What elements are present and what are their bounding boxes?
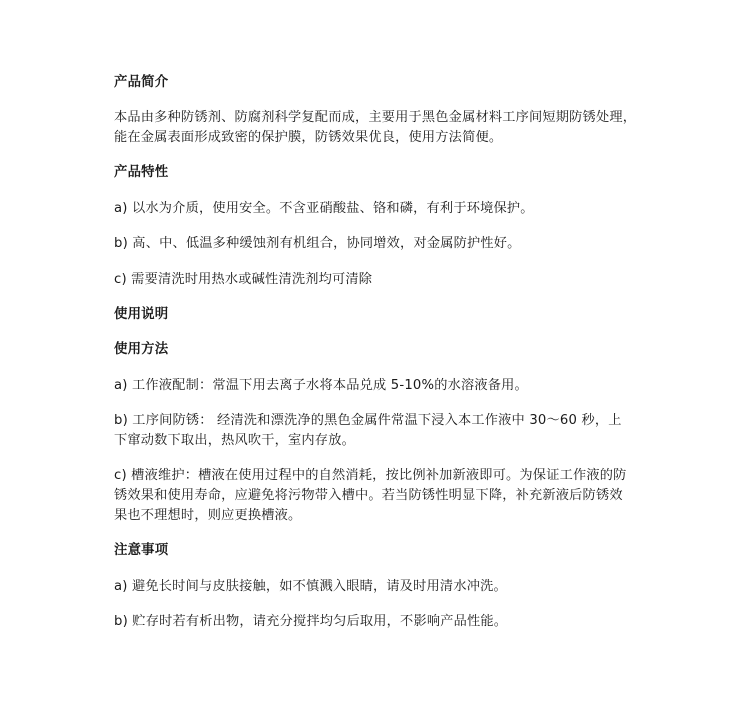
intro-heading: 产品简介	[114, 75, 169, 90]
method-item-b-line-2: 下窜动数下取出，热风吹干，室内存放。	[114, 433, 355, 448]
method-item-b-line-1: b) 工序间防锈： 经清洗和漂洗净的黑色金属件常温下浸入本工作液中 30～60 秒，上	[114, 413, 622, 428]
features-heading: 产品特性	[114, 165, 169, 180]
method-heading: 使用方法	[114, 342, 169, 357]
note-item-b: b) 贮存时若有析出物，请充分搅拌均匀后取用，不影响产品性能。	[114, 614, 508, 629]
feature-item-b: b) 高、中、低温多种缓蚀剂有机组合，协同增效，对金属防护性好。	[114, 236, 521, 251]
method-item-c-line-1: c) 槽液维护：槽液在使用过程中的自然消耗，按比例补加新液即可。为保证工作液的防	[114, 468, 627, 483]
usage-heading: 使用说明	[114, 307, 169, 322]
method-item-c-line-2: 锈效果和使用寿命，应避免将污物带入槽中。若当防锈性明显下降，补充新液后防锈效	[114, 488, 623, 503]
method-item-a: a) 工作液配制：常温下用去离子水将本品兑成 5-10%的水溶液备用。	[114, 378, 528, 393]
feature-item-c: c) 需要清洗时用热水或碱性清洗剂均可清除	[114, 272, 373, 287]
method-item-c-line-3: 果也不理想时，则应更换槽液。	[114, 508, 302, 523]
notes-heading: 注意事项	[114, 543, 169, 558]
intro-paragraph-line-2: 能在金属表面形成致密的保护膜，防锈效果优良，使用方法简便。	[114, 130, 503, 145]
feature-item-a: a) 以水为介质，使用安全。不含亚硝酸盐、铬和磷，有利于环境保护。	[114, 201, 534, 216]
intro-paragraph-line-1: 本品由多种防锈剂、防腐剂科学复配而成，主要用于黑色金属材料工序间短期防锈处理，	[114, 110, 637, 125]
note-item-a: a) 避免长时间与皮肤接触，如不慎溅入眼睛，请及时用清水冲洗。	[114, 579, 507, 594]
